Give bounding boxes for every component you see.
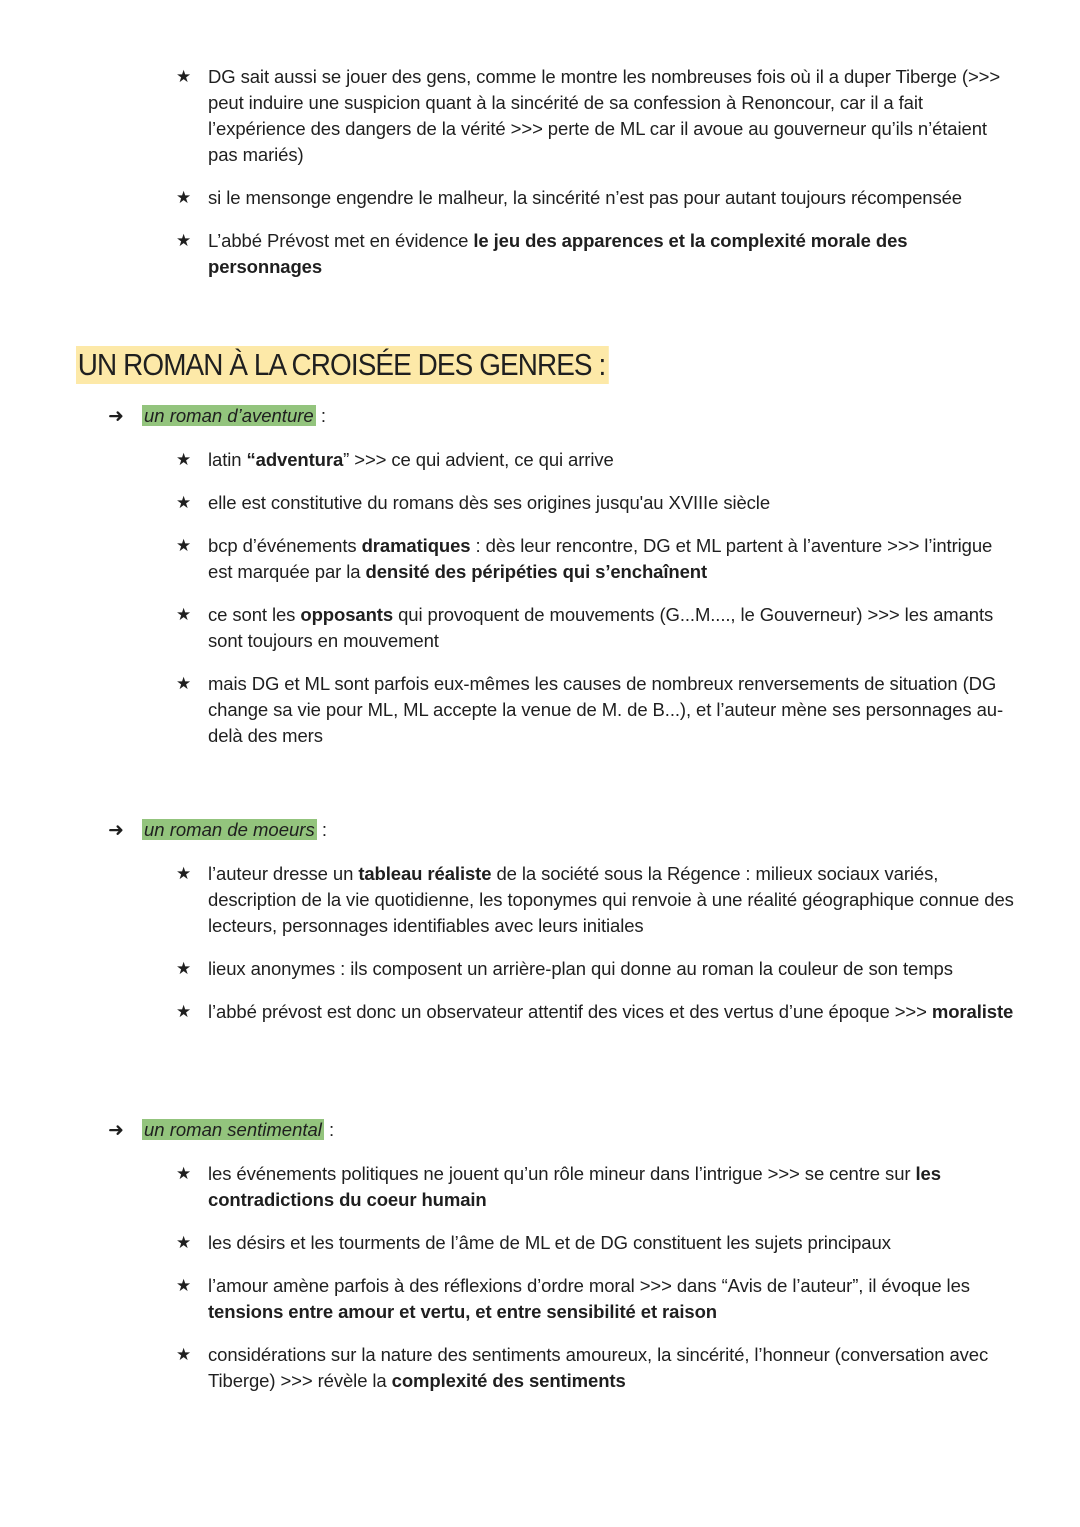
bold-emphasis: opposants	[300, 604, 394, 625]
arrow-icon: ➜	[108, 820, 124, 841]
subsection-title-sentimental	[108, 1117, 334, 1144]
bullet-list-aventure	[176, 447, 1016, 766]
bold-emphasis: complexité des sentiments	[391, 1370, 626, 1391]
arrow-icon: ➜	[108, 406, 124, 427]
highlighted-title: un roman de moeurs	[144, 819, 315, 840]
star-bullet-icon: ★	[176, 67, 192, 86]
star-bullet-icon: ★	[176, 1233, 192, 1252]
list-item: ★ considérations sur la nature des sentiments amoureux, la sincérité, l’honneur (conversation avec Tiberge) >>> révèle la complexité des sentiments	[176, 1344, 989, 1391]
highlighted-title: un roman d’aventure	[144, 405, 314, 426]
star-bullet-icon: ★	[176, 231, 192, 250]
star-bullet-icon: ★	[176, 450, 192, 469]
bold-emphasis: moraliste	[931, 1001, 1014, 1022]
list-item: ★ bcp d’événements dramatiques : dès leur rencontre, DG et ML partent à l’aventure >>> l’intrigue est marquée par la densité des péripéties qui s’enchaînent	[176, 535, 993, 582]
star-bullet-icon: ★	[176, 959, 192, 978]
bold-emphasis: le jeu des apparences et la complexité morale des personnages	[208, 230, 908, 277]
list-item: ★ latin “adventura” >>> ce qui advient, ce qui arrive	[176, 447, 1016, 473]
star-bullet-icon: ★	[176, 674, 192, 693]
bold-emphasis: les contradictions du coeur humain	[208, 1163, 941, 1210]
bold-emphasis: dramatiques	[361, 535, 471, 556]
list-item: ★ elle est constitutive du romans dès ses origines jusqu'au XVIIIe siècle	[176, 490, 1016, 516]
star-bullet-icon: ★	[176, 605, 192, 624]
title-suffix: :	[315, 405, 326, 426]
bullet-list-moeurs	[176, 861, 1016, 1042]
bold-emphasis: tensions entre amour et vertu, et entre sensibilité et raison	[208, 1301, 717, 1322]
arrow-icon: ➜	[108, 1120, 124, 1141]
list-item: ★ les désirs et les tourments de l’âme de ML et de DG constituent les sujets principaux	[176, 1230, 1016, 1256]
star-bullet-icon: ★	[176, 864, 192, 883]
star-bullet-icon: ★	[176, 1276, 192, 1295]
subsection-title-moeurs	[108, 817, 327, 844]
bullet-list-sentimental	[176, 1161, 1016, 1411]
list-item: ★ L’abbé Prévost met en évidence le jeu des apparences et la complexité morale des personnages	[176, 230, 908, 277]
title-suffix: :	[323, 1119, 335, 1140]
list-item: ★ ce sont les opposants qui provoquent de mouvements (G...M...., le Gouverneur) >>> les amants sont toujours en mouvement	[176, 604, 994, 651]
list-item: ★ l’auteur dresse un tableau réaliste de la société sous la Régence : milieux sociaux variés, description de la vie quotidienne, les toponymes qui renvoie à une réalité géographique connue des lecteurs, personnages identifiables avec leurs initiales	[176, 863, 1014, 936]
list-item: ★ les événements politiques ne jouent qu’un rôle mineur dans l’intrigue >>> se centre sur les contradictions du coeur humain	[176, 1163, 941, 1210]
list-item: ★ l’amour amène parfois à des réflexions d’ordre moral >>> dans “Avis de l’auteur”, il évoque les tensions entre amour et vertu, et entre sensibilité et raison	[176, 1275, 970, 1322]
star-bullet-icon: ★	[176, 1345, 192, 1364]
list-item: ★ mais DG et ML sont parfois eux-mêmes les causes de nombreux renversements de situation (DG change sa vie pour ML, ML accepte la venue de M. de B...), et l’auteur mène ses personnages au-delà des mers	[176, 673, 1004, 746]
star-bullet-icon: ★	[176, 493, 192, 512]
intro-bullet-list	[176, 64, 1016, 297]
bold-emphasis: “adventura	[246, 449, 344, 470]
list-item: ★ DG sait aussi se jouer des gens, comme le montre les nombreuses fois où il a duper Tiberge (>>> peut induire une suspicion quant à la sincérité de sa confession à Renoncour, car il a fait l’expérience des dangers de la vérité >>> perte de ML car il avoue au gouverneur qu’ils n’étaient pas mariés)	[176, 66, 1001, 165]
list-item: ★ l’abbé prévost est donc un observateur attentif des vices et des vertus d’une époque >>> moraliste	[176, 999, 1016, 1025]
star-bullet-icon: ★	[176, 1002, 192, 1021]
highlighted-title: un roman sentimental	[144, 1119, 322, 1140]
bold-emphasis: tableau réaliste	[358, 863, 492, 884]
star-bullet-icon: ★	[176, 1164, 192, 1183]
section-heading: UN ROMAN À LA CROISÉE DES GENRES :	[76, 346, 609, 384]
title-suffix: :	[316, 819, 327, 840]
subsection-title-aventure	[108, 403, 326, 430]
star-bullet-icon: ★	[176, 536, 192, 555]
bold-emphasis: densité des péripéties qui s’enchaînent	[365, 561, 708, 582]
star-bullet-icon: ★	[176, 188, 192, 207]
list-item: ★ si le mensonge engendre le malheur, la sincérité n’est pas pour autant toujours récompensée	[176, 185, 1016, 211]
list-item: ★ lieux anonymes : ils composent un arrière-plan qui donne au roman la couleur de son temps	[176, 956, 1016, 982]
